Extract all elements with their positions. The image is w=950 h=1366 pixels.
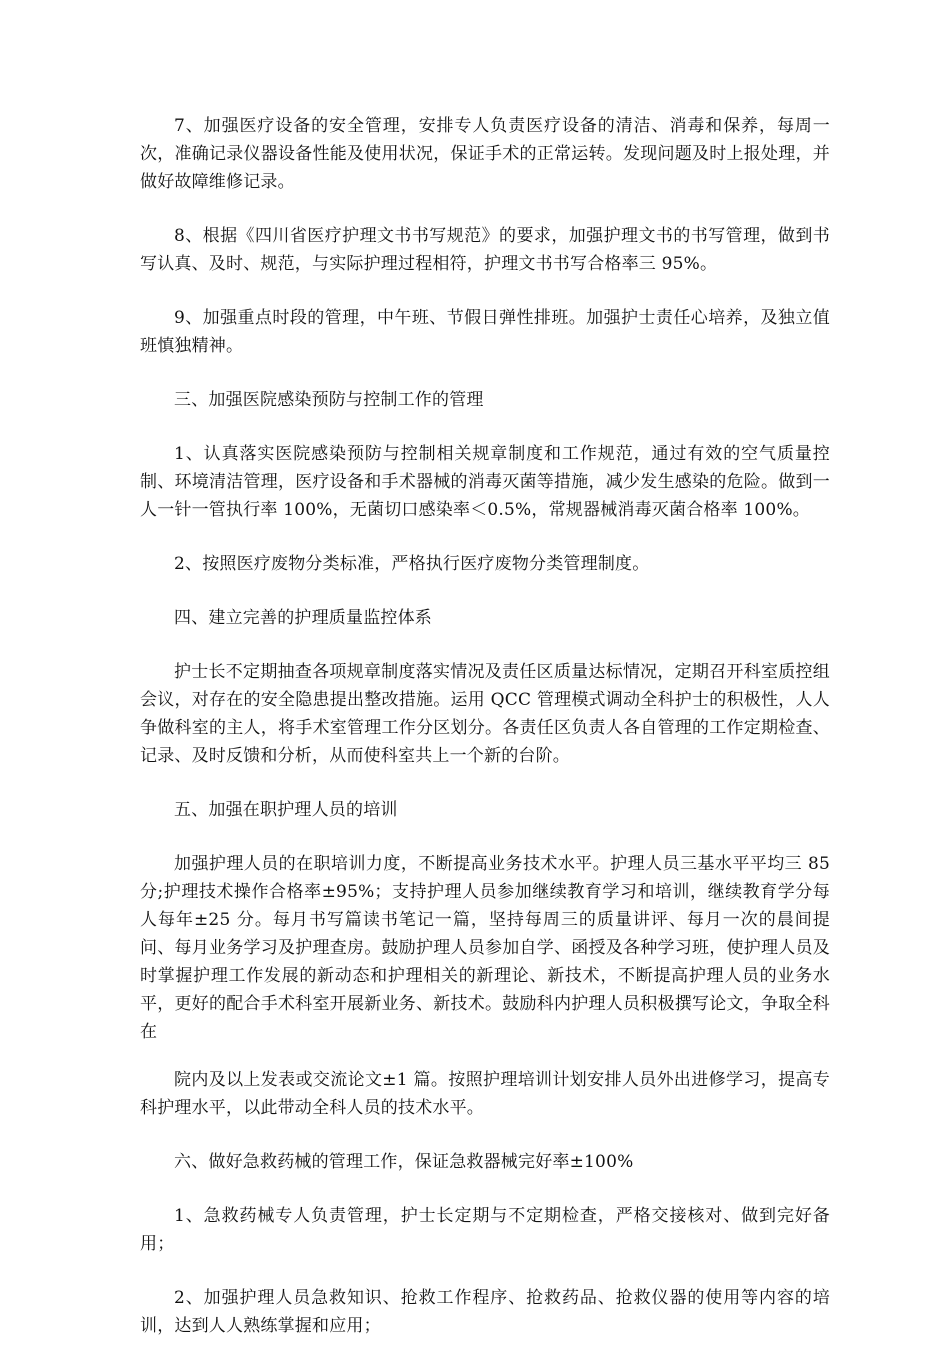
paragraph-emergency-1: 1、急救药械专人负责管理，护士长定期与不定期检查，严格交接核对、做到完好备用； <box>140 1206 830 1254</box>
paragraph-emergency-2: 2、加强护理人员急救知识、抢救工作程序、抢救药品、抢救仪器的使用等内容的培训，达到人人熟练掌握和应用； <box>140 1288 830 1336</box>
paragraph-training-part-2: 院内及以上发表或交流论文±1 篇。按照护理培训计划安排人员外出进修学习，提高专科护理水平，以此带动全科人员的技术水平。 <box>140 1070 830 1118</box>
section-heading-3: 三、加强医院感染预防与控制工作的管理 <box>174 390 484 410</box>
paragraph-8-nursing-documents: 8、根据《四川省医疗护理文书书写规范》的要求，加强护理文书的书写管理，做到书写认真、及时、规范，与实际护理过程相符，护理文书书写合格率三 95%。 <box>140 226 830 274</box>
paragraph-quality-monitoring: 护士长不定期抽查各项规章制度落实情况及责任区质量达标情况，定期召开科室质控组会议，对存在的安全隐患提出整改措施。运用 QCC 管理模式调动全科护士的积极性，人人争做科室的主人，将手术室管理工作分区划分。各责任区负责人各自管理的工作定期检查、记录、及时反馈和分析，从而使科室共上一个新的台阶。 <box>140 662 830 766</box>
section-heading-4: 四、建立完善的护理质量监控体系 <box>174 608 432 628</box>
document-body <box>140 112 830 1366</box>
paragraph-7-equipment-management: 7、加强医疗设备的安全管理，安排专人负责医疗设备的清洁、消毒和保养，每周一次，准确记录仪器设备性能及使用状况，保证手术的正常运转。发现问题及时上报处理，并做好故障维修记录。 <box>140 116 830 192</box>
paragraph-9-key-periods: 9、加强重点时段的管理，中午班、节假日弹性排班。加强护士责任心培养，及独立值班慎独精神。 <box>140 308 830 356</box>
paragraph-training-part-1: 加强护理人员的在职培训力度，不断提高业务技术水平。护理人员三基水平平均三 85 分;护理技术操作合格率±95%；支持护理人员参加继续教育学习和培训，继续教育学分每人每年±25 分。每月书写篇读书笔记一篇，坚持每周三的质量讲评、每月一次的晨间提问、每月业务学习及护理查房。鼓励护理人员参加自学、函授及各种学习班，使护理人员及时掌握护理工作发展的新动态和护理相关的新理论、新技术，不断提高护理人员的业务水平，更好的配合手术科室开展新业务、新技术。鼓励科内护理人员积极撰写论文，争取全科在 <box>140 854 830 1042</box>
paragraph-infection-control-2: 2、按照医疗废物分类标准，严格执行医疗废物分类管理制度。 <box>174 554 650 574</box>
section-heading-6: 六、做好急救药械的管理工作，保证急救器械完好率±100% <box>174 1152 634 1172</box>
paragraph-infection-control-1: 1、认真落实医院感染预防与控制相关规章制度和工作规范，通过有效的空气质量控制、环境清洁管理，医疗设备和手术器械的消毒灭菌等措施，减少发生感染的危险。做到一人一针一管执行率 100%，无菌切口感染率＜0.5%，常规器械消毒灭菌合格率 100%。 <box>140 444 830 520</box>
section-heading-5: 五、加强在职护理人员的培训 <box>174 800 398 820</box>
